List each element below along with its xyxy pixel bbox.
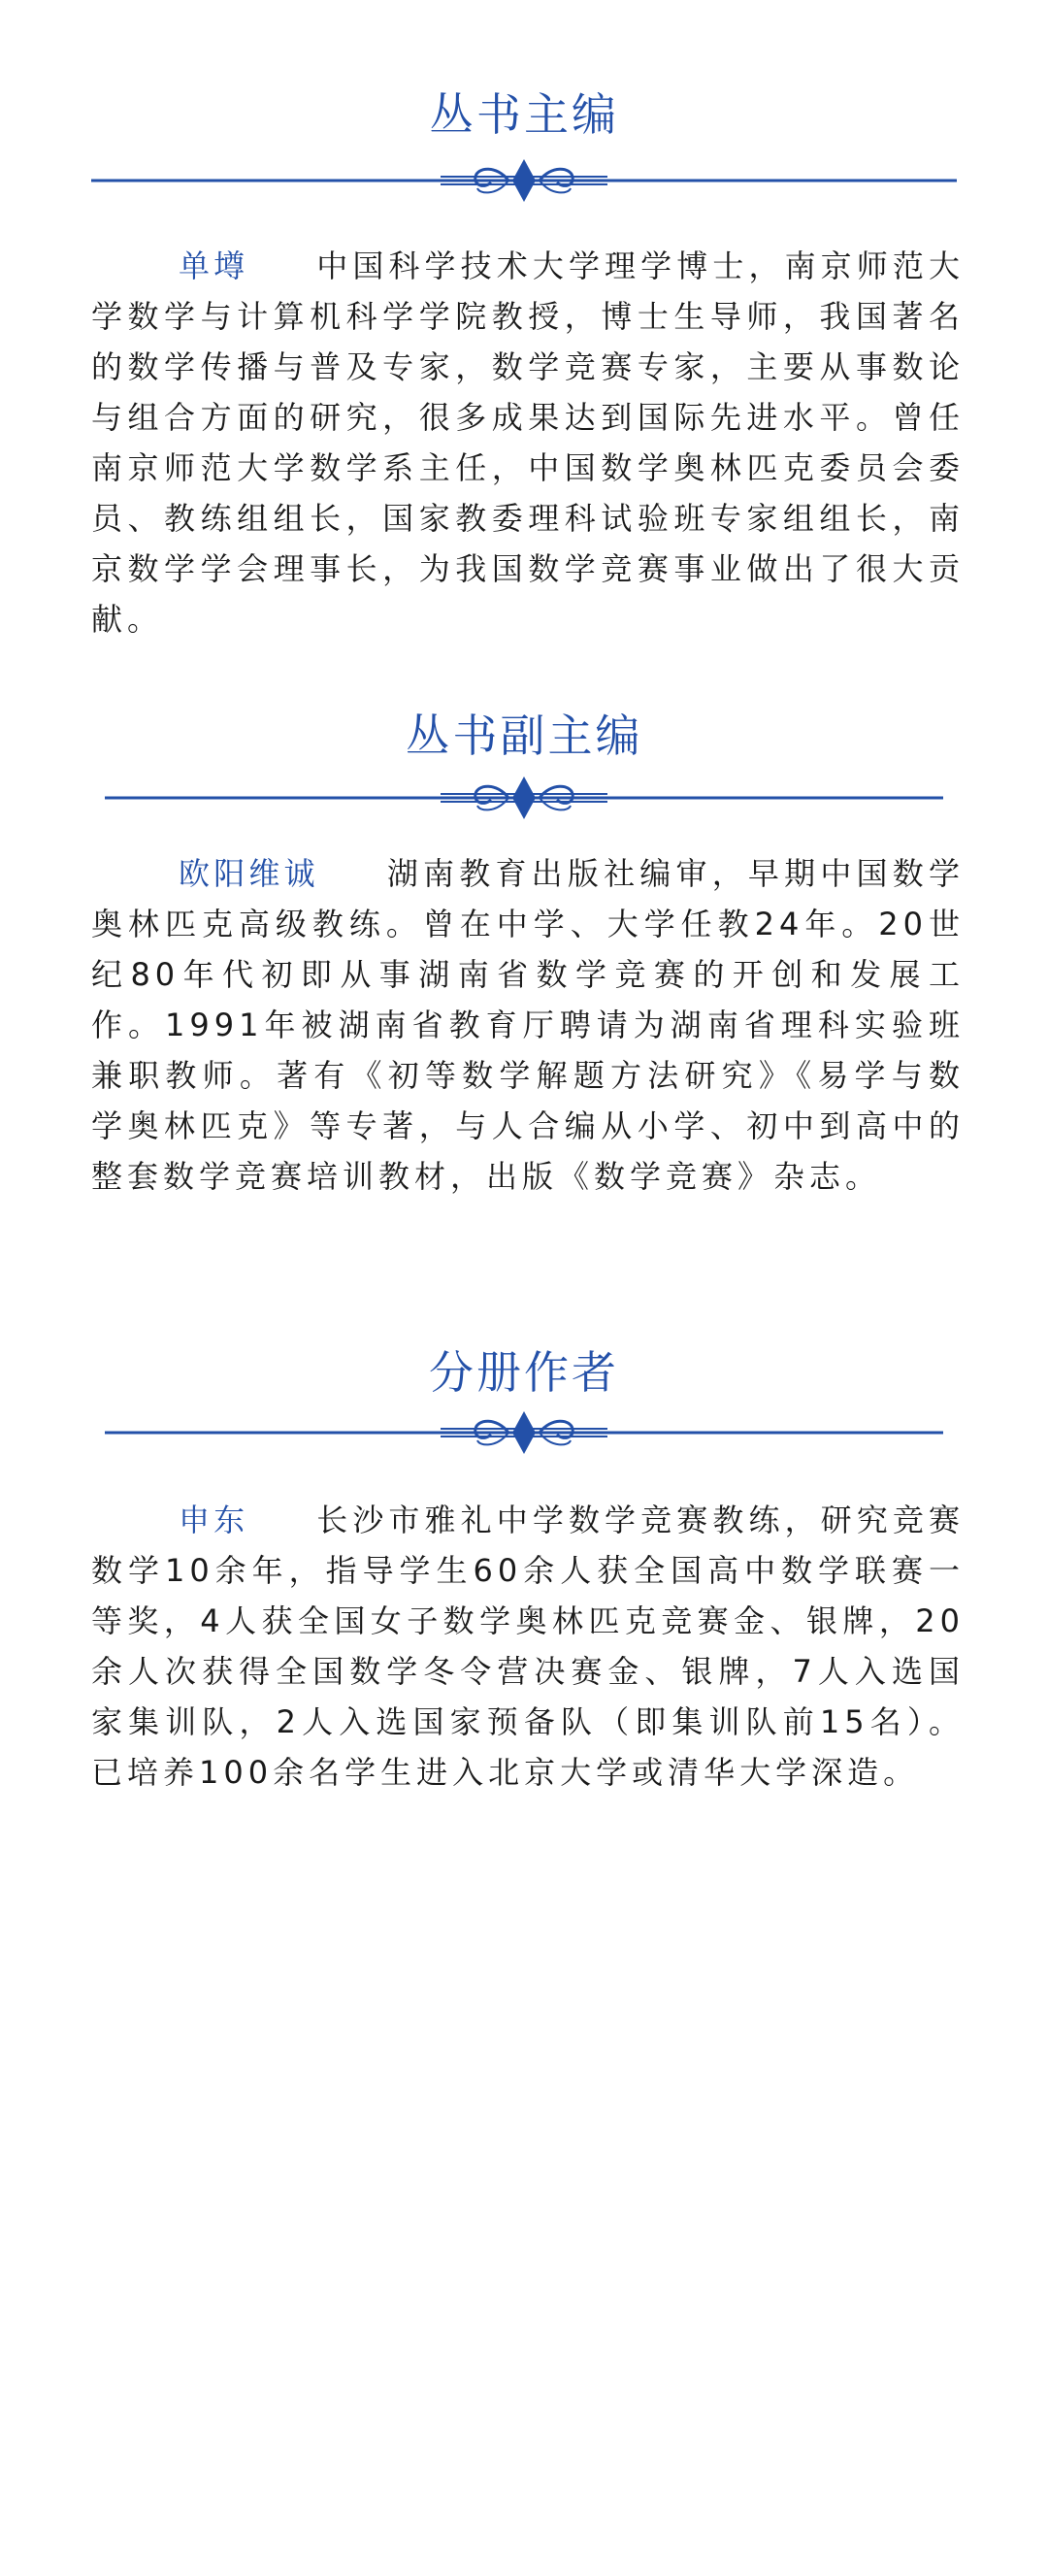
ornamental-divider-icon	[105, 773, 943, 823]
ornamental-divider-icon	[91, 155, 957, 206]
bio-text: 中国科学技术大学理学博士，南京师范大学数学与计算机科学学院教授，博士生导师，我国著名的数学传播与普及专家，数学竞赛专家，主要从事数论与组合方面的研究，很多成果达到国际先进水平。曾任南京师范大学数学系主任，中国数学奥林匹克委员会委员、教练组组长，国家教委理科试验班专家组组长，南京数学学会理事长，为我国数学竞赛事业做出了很大贡献。	[91, 248, 965, 638]
bio-paragraph	[91, 848, 965, 1202]
section-heading: 丛书主编	[429, 88, 619, 141]
bio-paragraph	[91, 1495, 965, 1798]
ornamental-divider-icon	[105, 1407, 943, 1458]
person-name: 欧阳维诚	[179, 855, 319, 892]
bio-text: 湖南教育出版社编审，早期中国数学奥林匹克高级教练。曾在中学、大学任教24年。20世纪80年代初即从事湖南省数学竞赛的开创和发展工作。1991年被湖南省教育厅聘请为湖南省理科实验班兼职教师。著有《初等数学解题方法研究》《易学与数学奥林匹克》等专著，与人合编从小学、初中到高中的整套数学竞赛培训教材，出版《数学竞赛》杂志。	[91, 855, 965, 1195]
section-heading: 分册作者	[429, 1346, 619, 1399]
person-name: 单墫	[179, 248, 249, 284]
bio-paragraph	[91, 241, 965, 644]
section-heading: 丛书副主编	[405, 710, 643, 762]
bio-text: 长沙市雅礼中学数学竞赛教练，研究竞赛数学10余年，指导学生60余人获全国高中数学联赛一等奖，4人获全国女子数学奥林匹克竞赛金、银牌，20余人次获得全国数学冬令营决赛金、银牌，7人入选国家集训队，2人入选国家预备队（即集训队前15名）。已培养100余名学生进入北京大学或清华大学深造。	[91, 1502, 965, 1791]
person-name: 申东	[179, 1502, 249, 1538]
